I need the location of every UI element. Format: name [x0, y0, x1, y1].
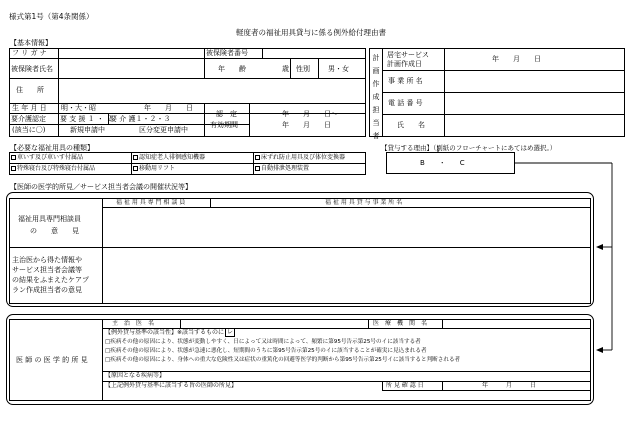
- furigana-label: フ リ ガ ナ: [12, 49, 47, 57]
- doctor-name-label: 主 治 医 名: [112, 320, 155, 327]
- reason-options[interactable]: B ・ C: [420, 159, 465, 167]
- birth-label: 生 年 月 日: [12, 104, 47, 112]
- era-options[interactable]: 明・大・昭: [61, 104, 96, 112]
- consultant-header: 福 祉 用 具 専 門 相 談 員: [116, 199, 186, 206]
- equipment-item-lift[interactable]: 移動用リフト: [133, 166, 175, 172]
- confirm-date[interactable]: 年 月 日: [482, 382, 537, 389]
- criteria-title: 【例外貸与基準の該当性】※該当するものに レ: [105, 329, 234, 336]
- basic-info-label: 【基本情報】: [10, 39, 52, 47]
- doctor-row-label: 医 師 の 医 学 的 所 見: [16, 356, 88, 364]
- care-level-label: 要介護認定: [11, 115, 46, 123]
- support-options[interactable]: 要 支 援 １ ・ ２: [60, 115, 114, 123]
- criteria-item-2[interactable]: □疾病その他の原因により、状態が急速に悪化し、短期間のうちに第95号告示第25号のイに該当することが確実に見込まれる者: [105, 348, 427, 354]
- disease-title: 【原因となる疾病等】: [105, 372, 166, 379]
- form-number: 様式第1号（第4条関係）: [9, 12, 94, 21]
- rental-office-header: 福 祉 用 具 貸 与 事 業 所 名: [325, 199, 403, 206]
- age-unit: 歳: [282, 65, 289, 73]
- planner-opinion-line-2: サービス担当者会議等: [12, 266, 82, 274]
- care-options[interactable]: 要 介 護１・２・３: [110, 115, 171, 123]
- planner-opinion-line-1: 主治医から得た情報や: [12, 256, 82, 264]
- gender-label: 性別: [296, 65, 310, 73]
- valid-period-label: 有効期間: [210, 121, 238, 129]
- insured-number-label: 被保険者番号: [206, 49, 248, 57]
- age-label: 年 齢: [218, 65, 246, 73]
- opinion-label: 【医師の医学的所見／サービス担当者会議の開催状況等】: [10, 183, 192, 191]
- period-from[interactable]: 年 月 日～: [282, 110, 338, 118]
- criteria-mark: レ: [227, 329, 234, 336]
- new-applying-option[interactable]: 新規申請中: [70, 126, 105, 134]
- reason-label: 【貸与する理由】（別紙のフローチャートにあてはめ選択。）: [381, 144, 557, 152]
- confirm-date-label: 所 見 確 認 日: [386, 382, 424, 389]
- office-name-label: 事 業 所 名: [388, 77, 423, 85]
- office-plan-label: 居宅サービス: [387, 51, 429, 59]
- equipment-item-bedsore[interactable]: 床ずれ防止用具及び体位変換器: [255, 155, 345, 161]
- criteria-item-1[interactable]: □疾病その他の原因により、状態が変動しやすく、日によって又は時間によって、頻繁に第95号告示第25号のイに該当する者: [105, 339, 421, 345]
- equipment-item-excretion[interactable]: 自動排泄処理装置: [255, 166, 309, 172]
- gender-options[interactable]: 男・女: [328, 65, 349, 73]
- address-label: 住 所: [16, 86, 44, 94]
- planner-vertical-label: 計画作成担当者: [372, 54, 380, 140]
- office-plan-label2: 計画作成日: [387, 60, 422, 68]
- change-applying-option[interactable]: 区分変更申請中: [139, 126, 188, 134]
- consultant-opinion-label: 福祉用具専門相談員: [18, 215, 81, 223]
- person-label: 氏 名: [397, 121, 425, 129]
- equipment-item-wheelchair[interactable]: 車いす及び車いす付属品: [11, 155, 83, 161]
- planner-opinion-line-3: の結果をふまえたケアプ: [12, 276, 89, 284]
- cert-label: 認 定: [216, 110, 237, 118]
- page-title: 軽度者の福祉用具貸与に係る例外給付理由書: [236, 28, 386, 37]
- conformity-title: 【上記例外貸与基準に該当する旨の医師の所見】: [105, 382, 238, 389]
- birth-date[interactable]: 年 月 日: [144, 104, 193, 112]
- consultant-opinion-label2: の 意 見: [30, 227, 79, 235]
- care-level-sub: (該当に〇): [12, 126, 46, 134]
- institution-label: 医 療 機 関 名: [373, 320, 428, 327]
- planner-opinion-line-4: ラン作成担当者の意見: [12, 286, 82, 294]
- period-to[interactable]: 年 月 日: [282, 121, 331, 129]
- equipment-item-special-bed[interactable]: 特殊寝台及び特殊寝台付属品: [11, 166, 95, 172]
- phone-label: 電 話 番 号: [388, 99, 423, 107]
- equipment-label: 【必要な福祉用具の種類】: [10, 144, 94, 152]
- criteria-item-3[interactable]: □疾病その他の原因により、身体への重大な危険性又は症状の重篤化の回避等医学的判断から第95号告示第25号イに該当すると判断される者: [105, 357, 461, 363]
- plan-date[interactable]: 年 月 日: [492, 55, 541, 63]
- name-label: 被保険者氏名: [11, 65, 53, 73]
- equipment-item-dementia-sensor[interactable]: 認知症老人徘徊感知機器: [133, 155, 205, 161]
